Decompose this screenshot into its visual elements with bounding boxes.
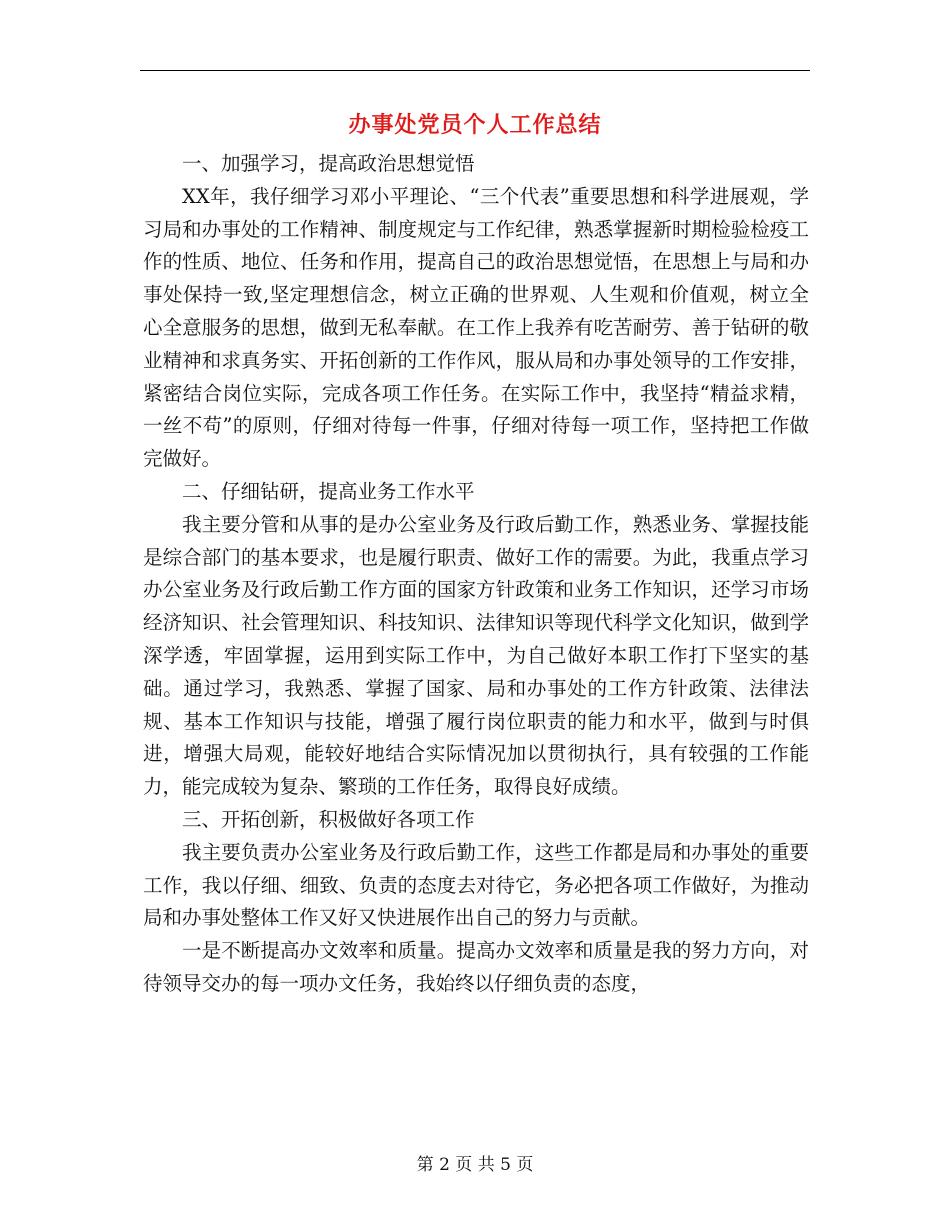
section-2-paragraph-1: 我主要分管和从事的是办公室业务及行政后勤工作，熟悉业务、掌握技能是综合部门的基本要求，也是履行职责、做好工作的需要。为此，我重点学习办公室业务及行政后勤工作方面的国家方针政策和业务工作知识，还学习市场经济知识、社会管理知识、科技知识、法律知识等现代科学文化知识，做到学深学透，牢固掌握，运用到实际工作中，为自己做好本职工作打下坚实的基础。通过学习，我熟悉、掌握了国家、局和办事处的工作方针政策、法律法规、基本工作知识与技能，增强了履行岗位职责的能力和水平，做到与时俱进，增强大局观，能较好地结合实际情况加以贯彻执行，具有较强的工作能力，能完成较为复杂、繁琐的工作任务，取得良好成绩。 — [143, 512, 809, 799]
page-number-footer: 第 2 页 共 5 页 — [416, 1155, 534, 1175]
section-3-paragraph-1: 我主要负责办公室业务及行政后勤工作，这些工作都是局和办事处的重要工作，我以仔细、细致、负责的态度去对待它，务必把各项工作做好，为推动局和办事处整体工作又好又快进展作出自己的努力与贡献。 — [143, 840, 809, 930]
header-rule — [140, 70, 810, 71]
section-heading-1: 一、加强学习，提高政治思想觉悟 — [182, 152, 475, 175]
document-title: 办事处党员个人工作总结 — [348, 113, 602, 138]
section-heading-2: 二、仔细钻研，提高业务工作水平 — [182, 479, 475, 503]
section-heading-3: 三、开拓创新，积极做好各项工作 — [182, 807, 475, 831]
section-3-paragraph-2: 一是不断提高办文效率和质量。提高办文效率和质量是我的努力方向，对待领导交办的每一项办文任务，我始终以仔细负责的态度， — [143, 939, 809, 995]
section-1-paragraph-1: XX年，我仔细学习邓小平理论、“三个代表”重要思想和科学进展观，学习局和办事处的工作精神、制度规定与工作纪律，熟悉掌握新时期检验检疫工作的性质、地位、任务和作用，提高自己的政治思想觉悟，在思想上与局和办事处保持一致,坚定理想信念，树立正确的世界观、人生观和价值观，树立全心全意服务的思想，做到无私奉献。在工作上我养有吃苦耐劳、善于钻研的敬业精神和求真务实、开拓创新的工作作风，服从局和办事处领导的工作安排，紧密结合岗位实际，完成各项工作任务。在实际工作中，我坚持“精益求精，一丝不苟”的原则，仔细对待每一件事，仔细对待每一项工作，坚持把工作做完做好。 — [143, 184, 809, 471]
document-body — [143, 148, 809, 1001]
